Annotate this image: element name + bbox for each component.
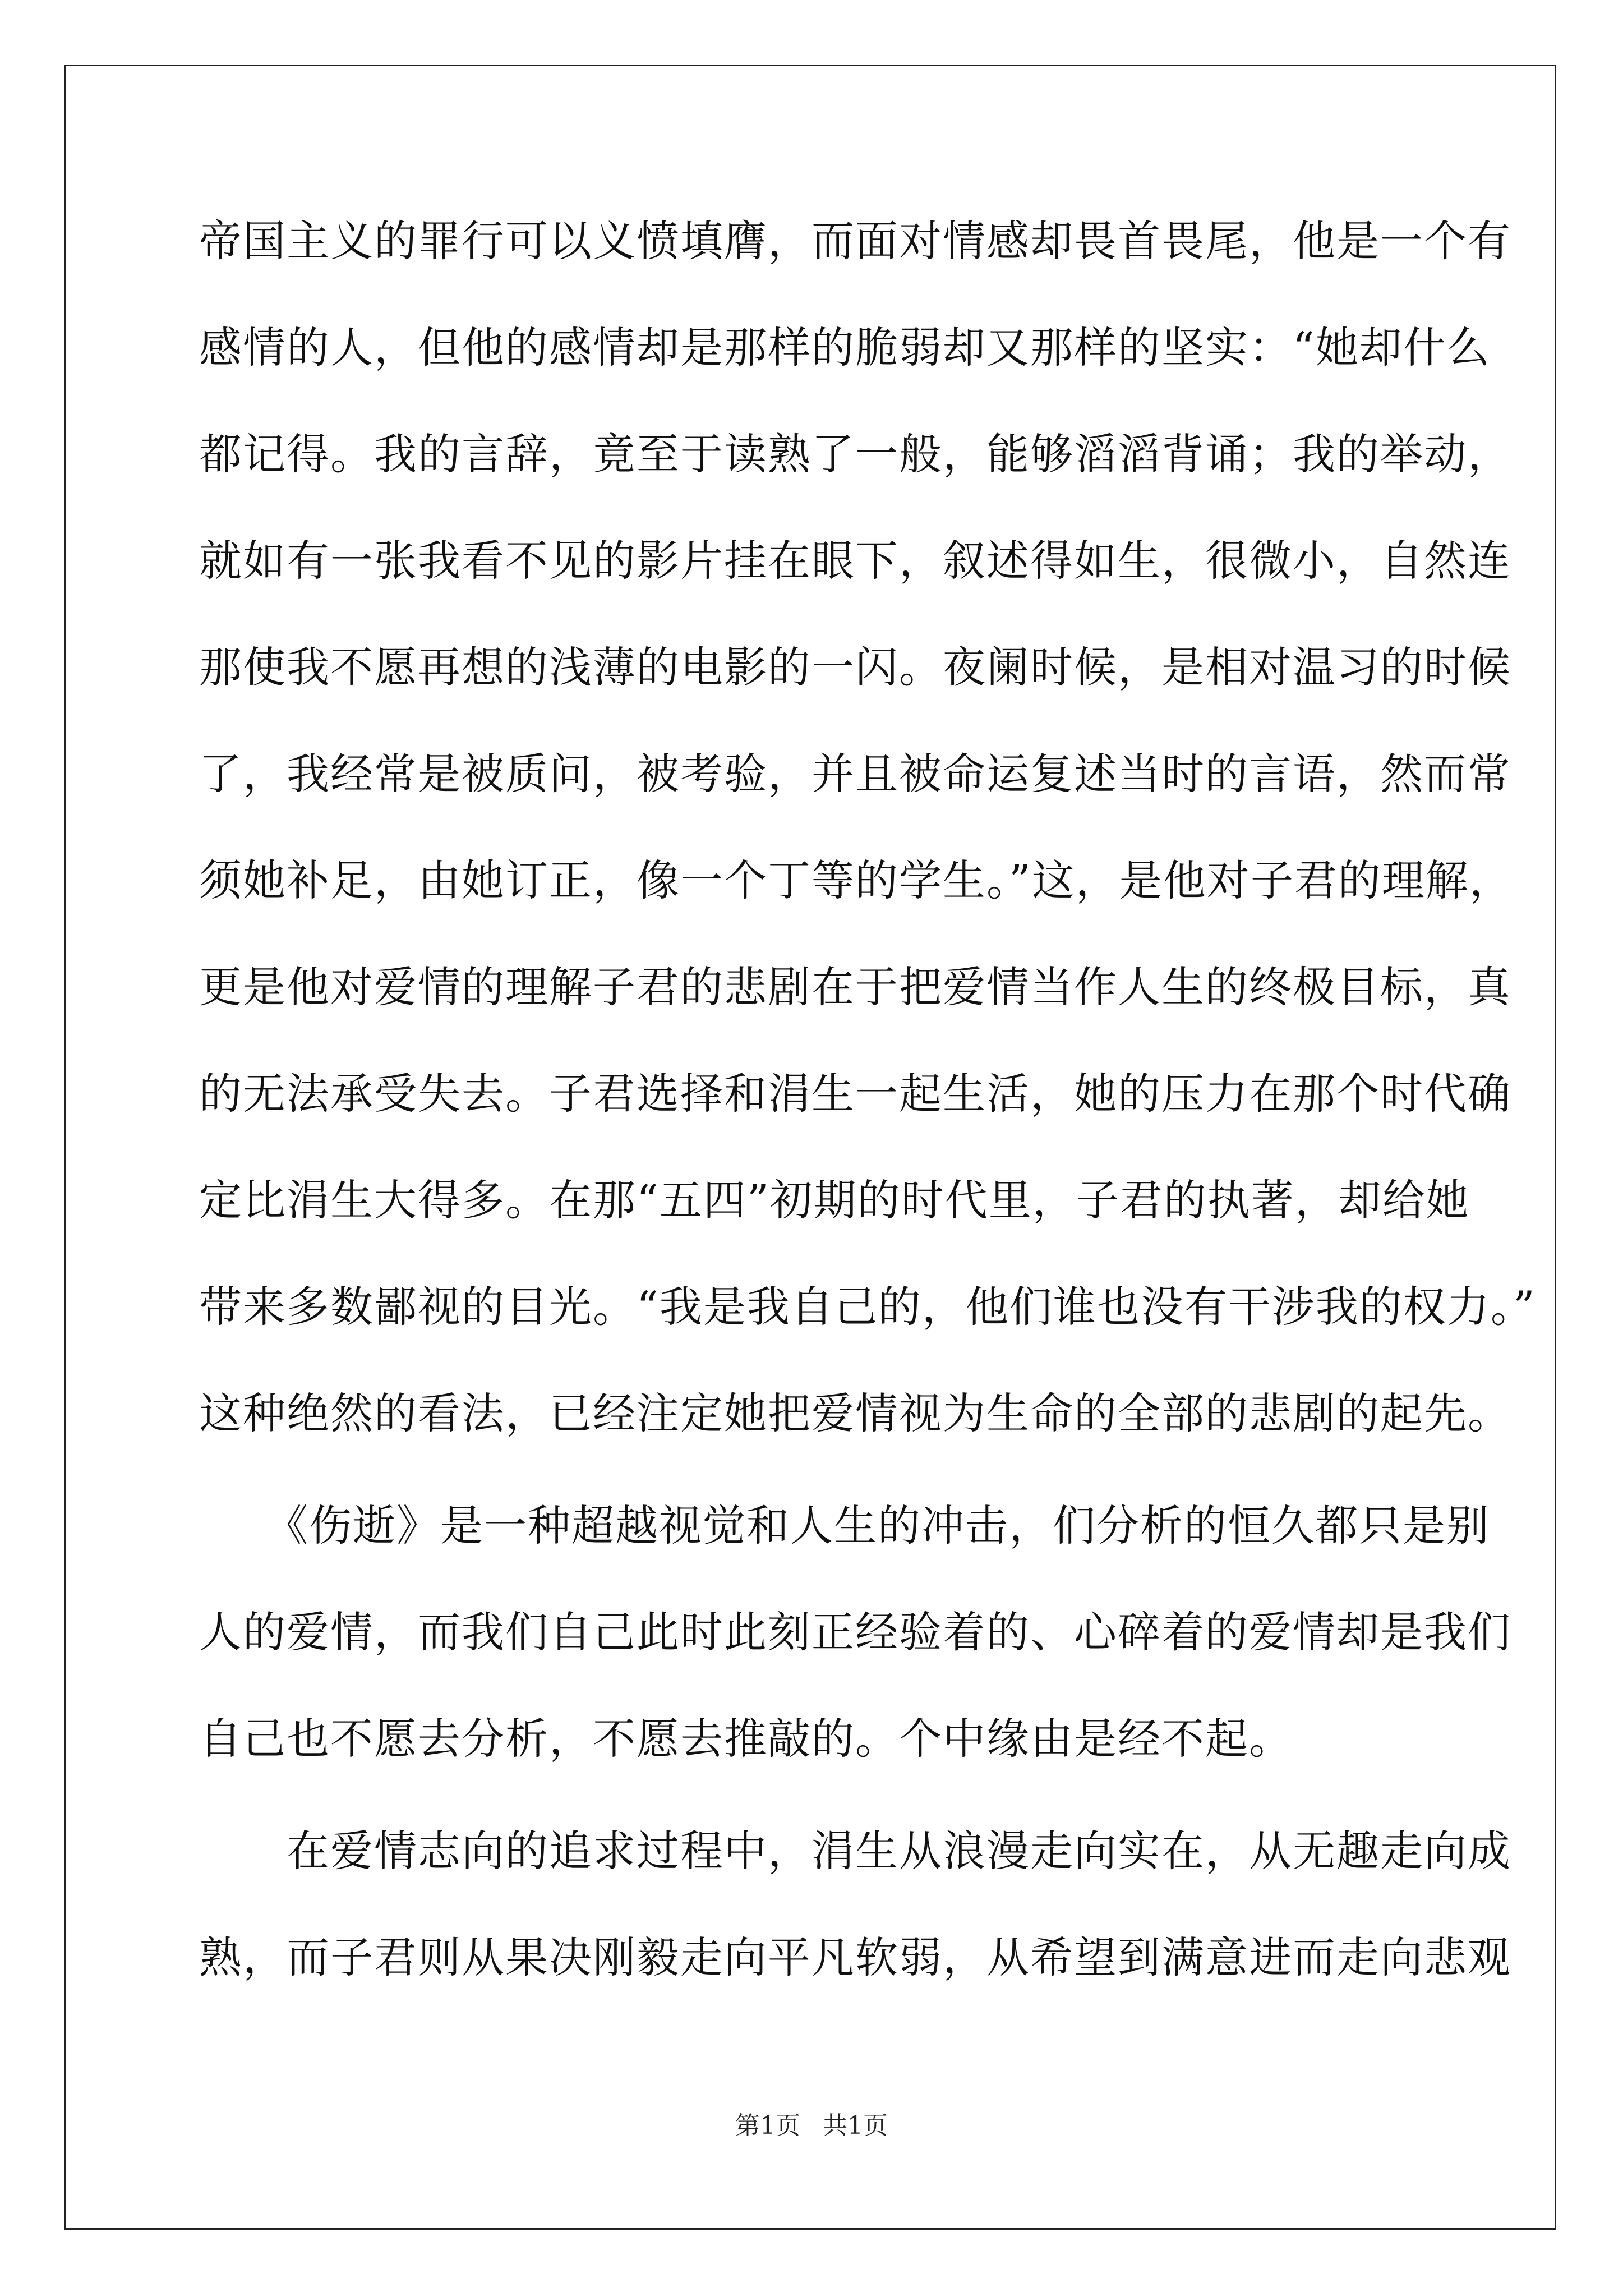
text-line: 都记得。我的言辞，竟至于读熟了一般，能够滔滔背诵；我的举动， bbox=[199, 429, 1511, 479]
text-line: 那使我不愿再想的浅薄的电影的一闪。夜阑时候，是相对温习的时候 bbox=[199, 642, 1511, 692]
text-line: 带来多数鄙视的目光。“我是我自己的，他们谁也没有干涉我的权力。” bbox=[199, 1282, 1536, 1332]
text-line: 自己也不愿去分析，不愿去推敲的。个中缘由是经不起。 bbox=[199, 1714, 1293, 1764]
page-total: 共1页 bbox=[823, 2111, 888, 2140]
text-line: 须她补足，由她订正，像一个丁等的学生。”这，是他对子君的理解， bbox=[199, 855, 1513, 905]
text-line: 的无法承受失去。子君选择和涓生一起生活，她的压力在那个时代确 bbox=[199, 1069, 1511, 1119]
text-line: 人的爱情，而我们自己此时此刻正经验着的、心碎着的爱情却是我们 bbox=[199, 1607, 1511, 1657]
text-line: 《伤逝》是一种超越视觉和人生的冲击，们分析的恒久都只是别 bbox=[199, 1501, 1490, 1550]
page-border bbox=[64, 65, 1556, 2230]
text-line: 感情的人，但他的感情却是那样的脆弱却又那样的坚实：“她却什么 bbox=[199, 323, 1491, 372]
text-line: 在爱情志向的追求过程中，涓生从浪漫走向实在，从无趣走向成 bbox=[199, 1826, 1511, 1876]
text-line: 帝国主义的罪行可以义愤填膺，而面对情感却畏首畏尾，他是一个有 bbox=[199, 216, 1511, 266]
page-number: 第1页 bbox=[735, 2111, 800, 2140]
text-line: 更是他对爱情的理解子君的悲剧在于把爱情当作人生的终极目标，真 bbox=[199, 962, 1511, 1012]
page-footer bbox=[0, 2109, 1623, 2143]
text-line: 了，我经常是被质问，被考验，并且被命运复述当时的言语，然而常 bbox=[199, 749, 1511, 799]
text-line: 就如有一张我看不见的影片挂在眼下，叙述得如生，很微小，自然连 bbox=[199, 536, 1511, 586]
text-line: 定比涓生大得多。在那“五四”初期的时代里，子君的执著，却给她 bbox=[199, 1175, 1470, 1225]
text-line: 这种绝然的看法，已经注定她把爱情视为生命的全部的悲剧的起先。 bbox=[199, 1388, 1511, 1438]
text-line: 熟，而子君则从果决刚毅走向平凡软弱，从希望到满意进而走向悲观 bbox=[199, 1932, 1511, 1982]
